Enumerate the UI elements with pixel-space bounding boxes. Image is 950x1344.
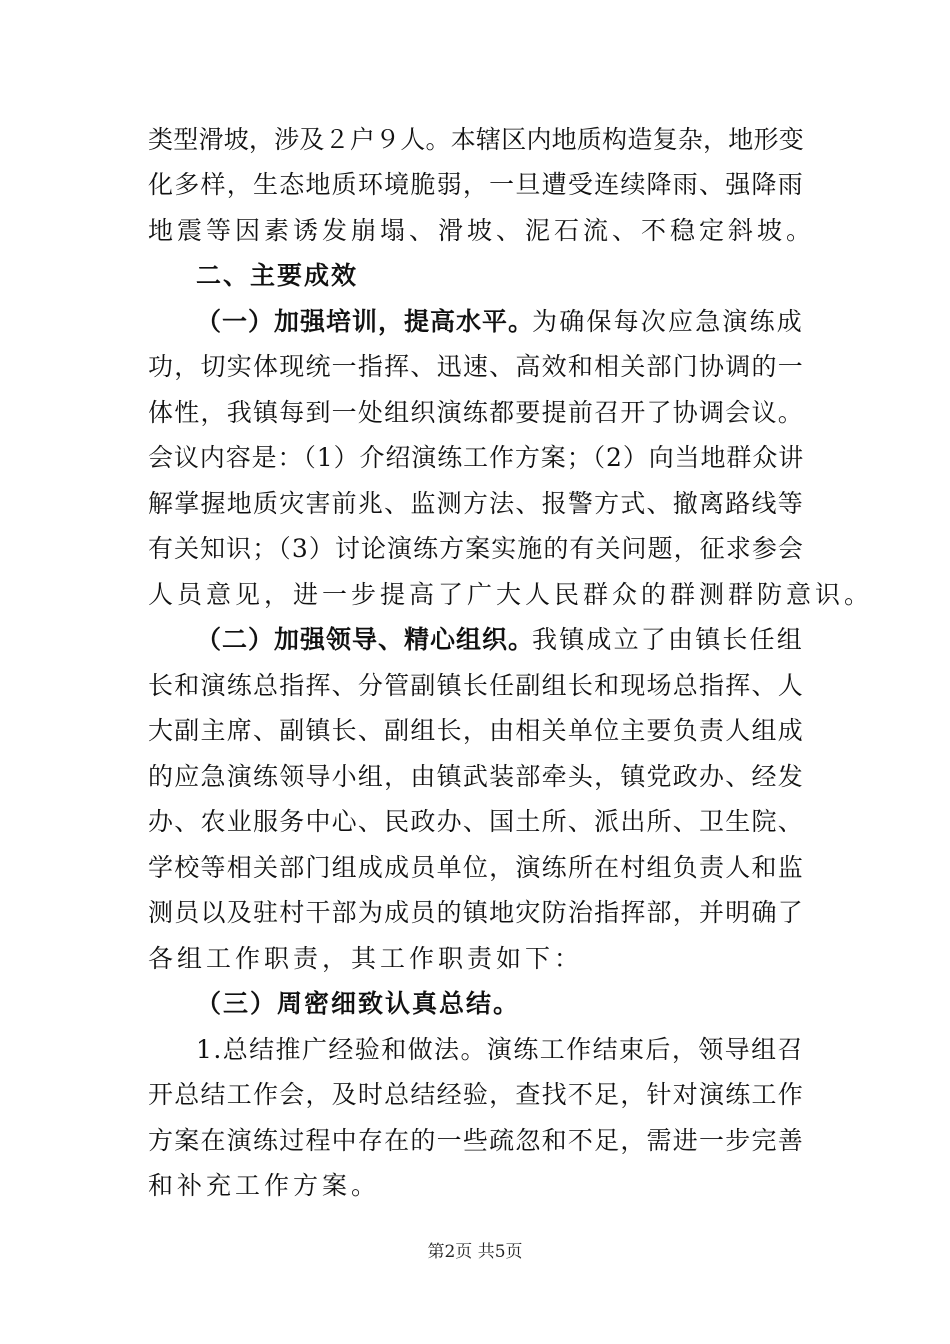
line-text: 学校等相关部门组成成员单位，演练所在村组负责人和监 — [148, 853, 805, 882]
subsection-line — [0, 300, 950, 344]
line-text: 我镇成立了由镇长任组 — [532, 625, 805, 654]
line-text: 1.总结推广经验和做法。演练工作结束后，领导组召 — [196, 1035, 804, 1064]
line-text: 功，切实体现统一指挥、迅速、高效和相关部门协调的一 — [148, 352, 805, 381]
section-heading-text: 二、主要成效 — [196, 261, 359, 290]
text-line — [0, 436, 950, 480]
line-text: 长和演练总指挥、分管副镇长任副组长和现场总指挥、人 — [148, 671, 805, 700]
text-line — [0, 937, 950, 981]
line-text: 解掌握地质灾害前兆、监测方法、报警方式、撤离路线等 — [148, 489, 805, 518]
text-line — [0, 527, 950, 571]
subsection-line — [0, 618, 950, 662]
line-text: 和补充工作方案。 — [148, 1171, 381, 1200]
line-text: 的应急演练领导小组，由镇武装部牵头，镇党政办、经发 — [148, 762, 805, 791]
line-text: 各组工作职责，其工作职责如下： — [148, 944, 584, 973]
subsection-line — [0, 982, 950, 1026]
line-text: 人员意见，进一步提高了广大人民群众的群测群防意识。 — [148, 580, 874, 609]
page-number: 第2页 共5页 — [427, 1242, 523, 1262]
line-text: 办、农业服务中心、民政办、国土所、派出所、卫生院、 — [148, 807, 805, 836]
text-line — [0, 1164, 950, 1208]
text-line — [0, 709, 950, 753]
line-text: 大副主席、副镇长、副组长，由相关单位主要负责人组成 — [148, 716, 805, 745]
subsection-heading-text: （二）加强领导、精心组织。 — [196, 625, 535, 654]
text-line — [0, 891, 950, 935]
line-text: 测员以及驻村干部为成员的镇地灾防治指挥部，并明确了 — [148, 898, 805, 927]
line-text: 类型滑坡，涉及２户９人。本辖区内地质构造复杂，地形变 — [148, 125, 804, 154]
text-line — [0, 163, 950, 207]
line-text: 地震等因素诱发崩塌、滑坡、泥石流、不稳定斜坡。 — [148, 216, 816, 245]
page-footer — [0, 1240, 950, 1264]
subsection-heading-text: （三）周密细致认真总结。 — [196, 989, 521, 1018]
text-line — [0, 482, 950, 526]
line-text: 体性，我镇每到一处组织演练都要提前召开了协调会议。 — [148, 398, 805, 427]
text-line — [0, 573, 950, 617]
text-line — [0, 118, 950, 162]
text-line — [0, 755, 950, 799]
line-text: 方案在演练过程中存在的一些疏忽和不足，需进一步完善 — [148, 1126, 805, 1155]
line-text: 开总结工作会，及时总结经验，查找不足，针对演练工作 — [148, 1080, 805, 1109]
text-line — [0, 846, 950, 890]
text-line — [0, 345, 950, 389]
line-text: 化多样，生态地质环境脆弱，一旦遭受连续降雨、强降雨 — [148, 170, 805, 199]
text-line — [0, 664, 950, 708]
line-text: 为确保每次应急演练成 — [532, 307, 805, 336]
text-line — [0, 800, 950, 844]
subsection-heading-text: （一）加强培训，提高水平。 — [196, 307, 535, 336]
text-line — [0, 1028, 950, 1072]
section-heading — [0, 254, 950, 298]
text-line — [0, 391, 950, 435]
text-line — [0, 1073, 950, 1117]
text-line — [0, 209, 950, 253]
line-text: 有关知识；（3）讨论演练方案实施的有关问题，征求参会 — [148, 534, 804, 563]
text-line — [0, 1119, 950, 1163]
line-text: 会议内容是：（1）介绍演练工作方案；（2）向当地群众讲 — [148, 443, 805, 472]
